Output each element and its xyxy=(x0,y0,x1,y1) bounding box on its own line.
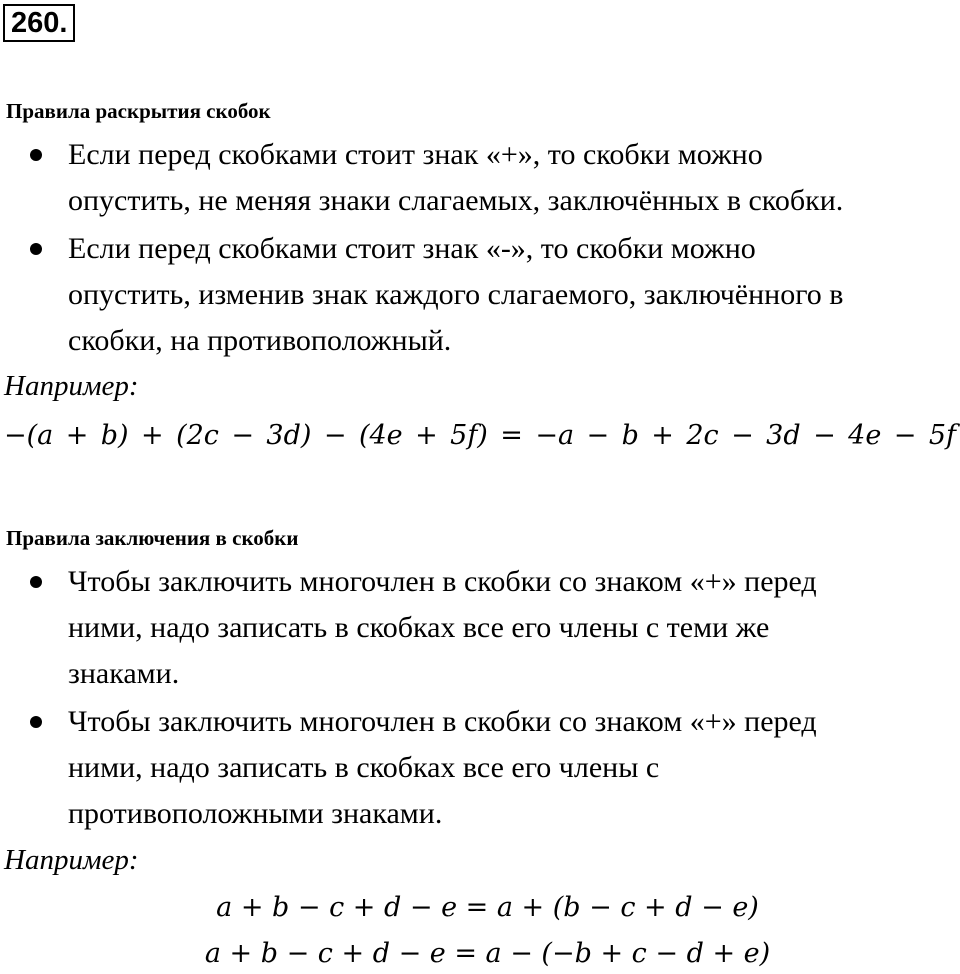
rule-line: Если перед скобками стоит знак «-», то скобки можно xyxy=(68,232,756,265)
rule-line: опустить, изменив знак каждого слагаемого, заключённого в xyxy=(68,278,844,311)
rule-line: ними, надо записать в скобках все его члены с xyxy=(68,751,660,784)
section-title-opening-brackets: Правила раскрытия скобок xyxy=(6,99,271,123)
section-title-enclosing-in-brackets: Правила заключения в скобки xyxy=(6,526,299,550)
rule-line: ними, надо записать в скобках все его члены с теми же xyxy=(68,611,770,644)
rule-line: Чтобы заключить многочлен в скобки со знаком «+» перед xyxy=(68,705,817,738)
example-formula: a + b − c + d − e = a − (−b + c − d + e) xyxy=(204,938,771,969)
rule-item xyxy=(68,699,953,837)
example-label: Например: xyxy=(4,844,139,876)
rule-line: Если перед скобками стоит знак «+», то скобки можно xyxy=(68,138,763,171)
rule-item xyxy=(68,226,953,364)
example-formula: −(a + b) + (2c − 3d) − (4e + 5f) = −a − b + 2c − 3d − 4e − 5f xyxy=(4,420,956,451)
bullet-icon xyxy=(30,716,42,728)
bullet-icon xyxy=(30,149,42,161)
rule-line: противоположными знаками. xyxy=(68,797,443,830)
rule-line: опустить, не меняя знаки слагаемых, заключённых в скобки. xyxy=(68,184,844,217)
rule-item xyxy=(68,132,953,224)
problem-number: 260. xyxy=(3,4,75,42)
bullet-icon xyxy=(30,243,42,255)
example-label: Например: xyxy=(4,370,139,402)
rule-item xyxy=(68,559,953,697)
bullet-icon xyxy=(30,576,42,588)
rule-line: скобки, на противоположный. xyxy=(68,324,452,357)
rule-line: Чтобы заключить многочлен в скобки со знаком «+» перед xyxy=(68,565,817,598)
rule-line: знаками. xyxy=(68,657,180,690)
example-formula: a + b − c + d − e = a + (b − c + d − e) xyxy=(216,892,759,923)
